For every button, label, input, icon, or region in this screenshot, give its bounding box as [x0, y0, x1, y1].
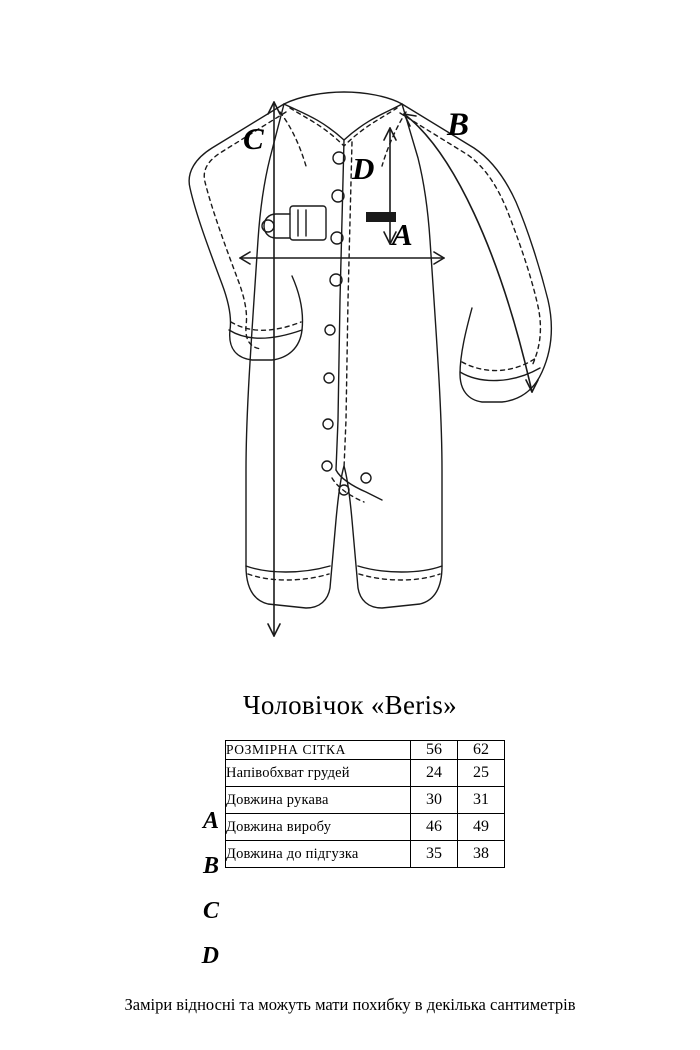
applique-lines — [298, 210, 306, 236]
measure-arrow-a — [240, 252, 444, 264]
measure-d-size56: 35 — [411, 841, 458, 868]
table-row — [226, 787, 505, 814]
measure-label-b: Довжина рукава — [226, 787, 411, 814]
row-letter-a: A — [202, 808, 219, 834]
applique-strap — [264, 214, 290, 238]
romper-body-outline — [246, 92, 442, 608]
measure-arrow-b — [404, 114, 538, 392]
measure-b-size62: 31 — [458, 787, 505, 814]
size-column-62: 62 — [458, 741, 505, 760]
row-letter-c: C — [202, 898, 219, 924]
size-table — [225, 740, 505, 868]
table-row — [226, 760, 505, 787]
diagram-letter-c: C — [243, 121, 264, 156]
measure-label-a: Напівобхват грудей — [226, 760, 411, 787]
left-cuff-dash — [231, 322, 301, 330]
left-shoulder-dash — [280, 112, 306, 166]
measure-c-size62: 49 — [458, 814, 505, 841]
measure-d-size62: 38 — [458, 841, 505, 868]
button — [361, 473, 371, 483]
measure-arrow-c — [268, 102, 280, 636]
size-table-wrapper — [201, 740, 505, 969]
button — [323, 419, 333, 429]
right-sleeve-seam — [400, 113, 540, 366]
front-placket-dash — [344, 142, 352, 468]
button-group — [322, 152, 371, 495]
product-title: Чоловічок «Beris» — [243, 690, 457, 720]
table-row — [226, 814, 505, 841]
size-column-56: 56 — [411, 741, 458, 760]
right-shoulder-dash — [382, 112, 406, 166]
diagram-letter-d: D — [352, 151, 375, 186]
table-row — [226, 841, 505, 868]
row-letter-d: D — [201, 943, 219, 969]
applique-box — [290, 206, 326, 240]
table-header-row — [226, 741, 505, 760]
measure-b-size56: 30 — [411, 787, 458, 814]
diagram-letter-b: B — [447, 107, 470, 143]
button — [322, 461, 332, 471]
row-letter-b: B — [202, 853, 219, 879]
collar-line — [284, 104, 402, 140]
size-grid-header-label: РОЗМІРНА СІТКА — [226, 741, 411, 760]
left-foot-seam — [246, 566, 330, 572]
button — [324, 373, 334, 383]
measure-label-d: Довжина до підгузка — [226, 841, 411, 868]
button — [325, 325, 335, 335]
right-foot-seam — [358, 566, 442, 572]
right-sleeve-outline — [402, 104, 551, 402]
measure-a-size62: 25 — [458, 760, 505, 787]
measure-label-c: Довжина виробу — [226, 814, 411, 841]
measure-c-size56: 46 — [411, 814, 458, 841]
diagram-letter-a: A — [392, 217, 413, 252]
left-cuff — [229, 330, 302, 338]
measure-a-size56: 24 — [411, 760, 458, 787]
chest-applique — [262, 206, 396, 240]
left-foot-dash — [248, 574, 329, 580]
measurement-disclaimer: Заміри відносні та можуть мати похибку в декілька сантиметрів — [124, 995, 576, 1014]
right-foot-dash — [359, 574, 440, 580]
